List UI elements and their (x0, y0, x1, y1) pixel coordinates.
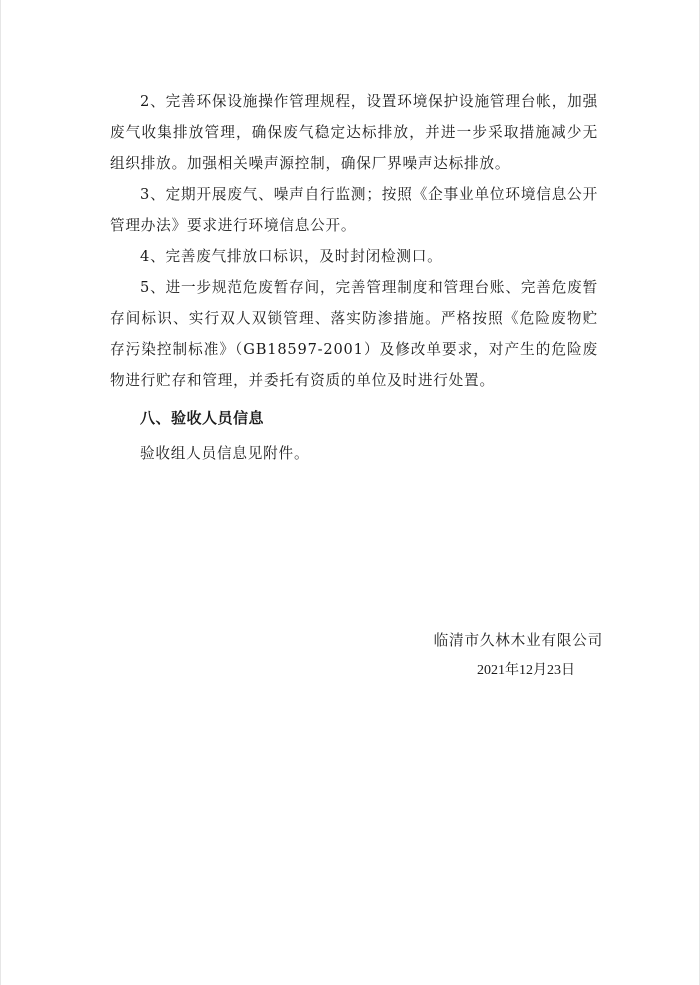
section-text: 验收组人员信息见附件。 (140, 445, 310, 462)
paragraph-item-3: 3、定期开展废气、噪声自行监测；按照《企事业单位环境信息公开管理办法》要求进行环境信息公开。 (110, 186, 598, 234)
paragraph-item-2: 2、完善环保设施操作管理规程，设置环境保护设施管理台帐，加强废气收集排放管理，确保废气稳定达标排放，并进一步采取措施减少无组织排放。加强相关噪声源控制，确保厂界噪声达标排放。 (110, 93, 598, 172)
signature-date: 2021年12月23日 (477, 663, 575, 678)
paragraph-item-4: 4、完善废气排放口标识，及时封闭检测口。 (140, 248, 443, 265)
paragraph-item-5: 5、进一步规范危废暂存间，完善管理制度和管理台账、完善危废暂存间标识、实行双人双锁管理、落实防渗措施。严格按照《危险废物贮存污染控制标准》（GB18597-2001）及修改单要求，对产生的危险废物进行贮存和管理，并委托有资质的单位及时进行处置。 (110, 279, 598, 389)
document-body (110, 86, 598, 469)
section-heading: 八、验收人员信息 (140, 409, 265, 427)
signature-block (434, 626, 603, 686)
signature-company: 临清市久林木业有限公司 (433, 632, 603, 649)
